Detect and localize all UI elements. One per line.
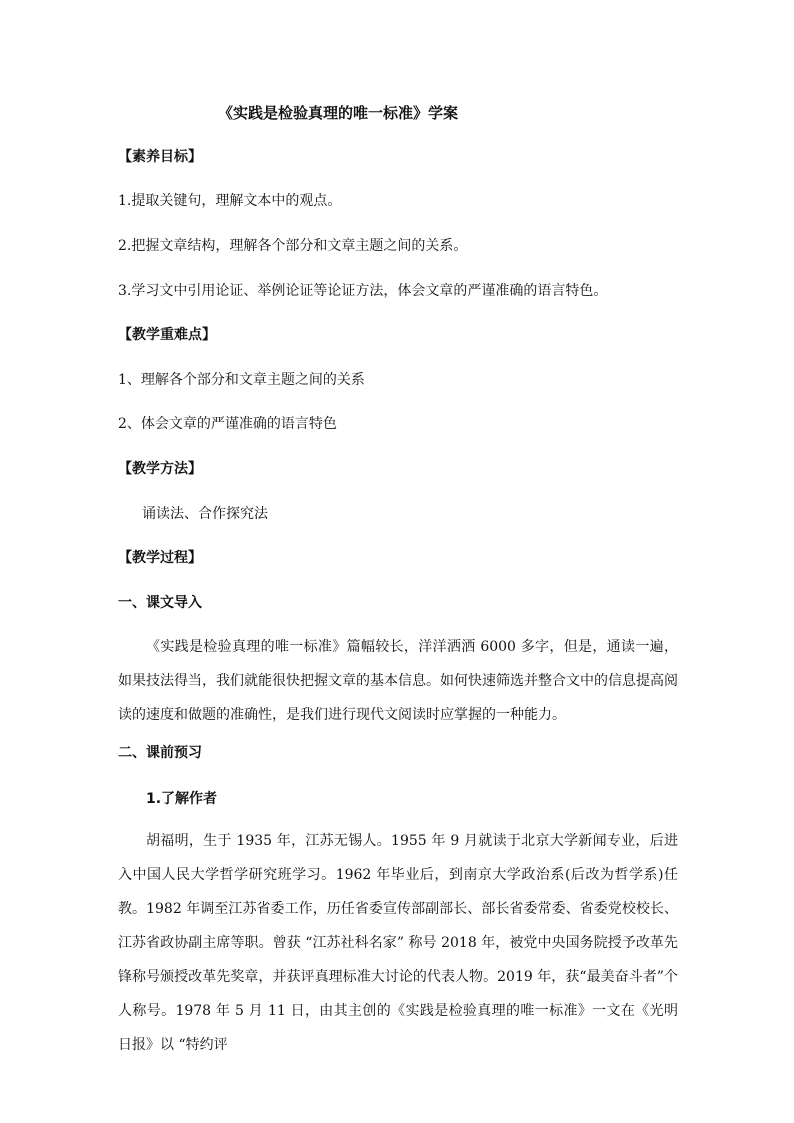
- part2-heading: 二、课前预习: [118, 745, 202, 761]
- part2-subheading: 1.了解作者: [146, 791, 218, 807]
- methods-heading: 【教学方法】: [118, 461, 202, 477]
- goal-item: 2.把握文章结构，理解各个部分和文章主题之间的关系。: [118, 238, 468, 254]
- key-point-item: 1、理解各个部分和文章主题之间的关系: [118, 372, 365, 388]
- goal-item: 3.学习文中引用论证、举例论证等论证方法，体会文章的严谨准确的语言特色。: [118, 283, 608, 299]
- process-heading: 【教学过程】: [118, 550, 202, 566]
- key-point-item: 2、体会文章的严谨准确的语言特色: [118, 416, 337, 432]
- part1-paragraph: 《实践是检验真理的唯一标准》篇幅较长，洋洋洒洒 6000 多字，但是，通读一遍，如果技法得当，我们就能很快把握文章的基本信息。如何快速筛选并整合文中的信息提高阅读的速度和做题的准确性，是我们进行现代文阅读时应掌握的一种能力。: [118, 639, 678, 723]
- key-points-heading: 【教学重难点】: [118, 327, 216, 343]
- part2-paragraph: 胡福明，生于 1935 年，江苏无锡人。1955 年 9 月就读于北京大学新闻专业，后进入中国人民大学哲学研究班学习。1962 年毕业后，到南京大学政治系(后改为哲学系)任教。1982 年调至江苏省委工作，历任省委宣传部副部长、部长省委常委、省委党校校长、江苏省政协副主席等职。曾获 “江苏社科名家” 称号 2018 年，被党中央国务院授予改革先锋称号颁授改革先奖章，并获评真理标准大讨论的代表人物。2019 年，获“最美奋斗者”个人称号。1978 年 5 月 11 日，由其主创的《实践是检验真理的唯一标准》一文在《光明日报》以 “特约评: [118, 833, 678, 1053]
- methods-text: 诵读法、合作探究法: [142, 506, 268, 522]
- document-title: 《实践是检验真理的唯一标准》学案: [218, 104, 459, 122]
- goals-heading: 【素养目标】: [118, 149, 202, 165]
- part1-heading: 一、课文导入: [118, 595, 202, 611]
- goal-item: 1.提取关键句，理解文本中的观点。: [118, 193, 342, 209]
